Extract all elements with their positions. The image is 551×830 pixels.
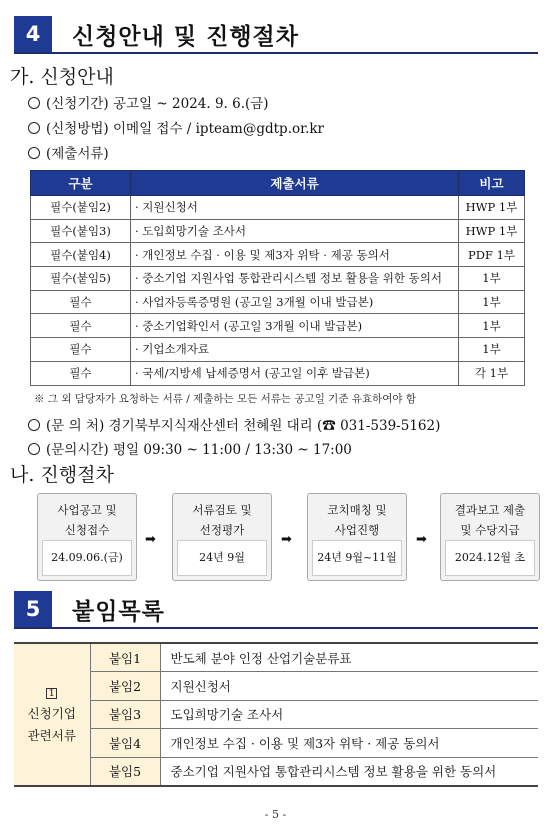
cell-document: · 기업소개자료 [131, 338, 459, 362]
submit-docs-text: (제출서류) [46, 146, 109, 162]
step-date: 24년 9월~11월 [312, 540, 402, 576]
table-row [31, 267, 525, 291]
subheading-procedure: 나. 진행절차 [10, 464, 114, 486]
apply-period-text: (신청기간) 공고일 ~ 2024. 9. 6.(금) [46, 96, 269, 112]
footnote-note: ※ 그 외 담당자가 요청하는 서류 / 제출하는 모든 서류는 공고일 기준 유효하여야 함 [34, 393, 417, 405]
attachment-label: 붙임3 [90, 700, 160, 729]
right-arrow-icon: ➡ [416, 532, 427, 547]
submission-docs-table [30, 170, 525, 386]
table-row [31, 290, 525, 314]
circle-bullet-icon [28, 147, 40, 159]
cell-category: 필수(붙임2) [31, 196, 131, 220]
circle-bullet-icon [28, 97, 40, 109]
contact-text: (문 의 처) 경기북부지식재산센터 천혜원 대리 (☎ 031-539-5162) [46, 418, 441, 434]
attachment-label: 붙임4 [90, 729, 160, 758]
contact-hours-line [28, 438, 352, 458]
page-number: - 5 - [264, 808, 287, 821]
step-title-line1: 코치매칭 및 [327, 503, 387, 517]
cell-document: · 개인정보 수집 · 이용 및 제3자 위탁 · 제공 동의서 [131, 243, 459, 267]
cell-category: 필수 [31, 314, 131, 338]
cell-category: 필수(붙임4) [31, 243, 131, 267]
step-title [308, 500, 406, 540]
step-title-line2: 선정평가 [199, 523, 245, 537]
attachment-group-cell [14, 643, 90, 786]
cell-remarks: HWP 1부 [459, 196, 525, 220]
table-row [31, 338, 525, 362]
step-title-line1: 사업공고 및 [57, 503, 117, 517]
process-step-1 [37, 493, 137, 581]
apply-method-line [28, 117, 324, 137]
step-date: 2024.12월 초 [445, 540, 535, 576]
column-header-category: 구분 [31, 171, 131, 196]
cell-document: · 사업자등록증명원 (공고일 3개월 이내 발급본) [131, 290, 459, 314]
table-row [14, 672, 538, 701]
attachment-label: 붙임2 [90, 672, 160, 701]
step-title-line2: 및 수당지급 [460, 523, 520, 537]
attachment-list-table [14, 642, 538, 787]
table-row [31, 196, 525, 220]
table-row [31, 314, 525, 338]
right-arrow-icon: ➡ [281, 532, 292, 547]
contact-line [28, 414, 440, 434]
group-label-line1: 신청기업 [27, 706, 76, 722]
submit-docs-line [28, 142, 109, 162]
cell-remarks: 1부 [459, 314, 525, 338]
cell-remarks: 각 1부 [459, 361, 525, 385]
subheading-apply-info: 가. 신청안내 [10, 66, 114, 88]
cell-remarks: HWP 1부 [459, 219, 525, 243]
section-title: 신청안내 및 진행절차 [72, 24, 299, 50]
section-number: 5 [14, 591, 52, 627]
step-title-line1: 결과보고 제출 [454, 503, 526, 517]
process-step-4 [440, 493, 540, 581]
column-header-remarks: 비고 [459, 171, 525, 196]
attachment-title: 지원신청서 [160, 672, 538, 701]
apply-method-text: (신청방법) 이메일 접수 / ipteam@gdtp.or.kr [46, 121, 325, 137]
step-date: 24.09.06.(금) [42, 540, 132, 576]
attachment-title: 반도체 분야 인정 산업기술분류표 [160, 643, 538, 672]
contact-hours-text: (문의시간) 평일 09:30 ~ 11:00 / 13:30 ~ 17:00 [46, 442, 352, 458]
table-row [14, 643, 538, 672]
table-row [31, 243, 525, 267]
cell-document: · 중소기업확인서 (공고일 3개월 이내 발급본) [131, 314, 459, 338]
table-row [31, 219, 525, 243]
cell-remarks: 1부 [459, 267, 525, 291]
apply-period-line [28, 92, 269, 112]
step-title [441, 500, 539, 540]
column-header-documents: 제출서류 [131, 171, 459, 196]
right-arrow-icon: ➡ [145, 532, 156, 547]
step-title-line1: 서류검토 및 [192, 503, 252, 517]
cell-document: · 도입희망기술 조사서 [131, 219, 459, 243]
attachment-label: 붙임5 [90, 757, 160, 786]
step-date: 24년 9월 [177, 540, 267, 576]
section-number: 4 [14, 16, 52, 52]
cell-remarks: 1부 [459, 290, 525, 314]
section-4-header [14, 16, 538, 54]
step-title-line2: 신청접수 [64, 523, 110, 537]
group-label-line2: 관련서류 [27, 728, 76, 744]
cell-document: · 국세/지방세 납세증명서 (공고일 이후 발급본) [131, 361, 459, 385]
table-row [14, 757, 538, 786]
step-title [38, 500, 136, 540]
circle-bullet-icon [28, 419, 40, 431]
cell-category: 필수 [31, 338, 131, 362]
process-step-2 [172, 493, 272, 581]
attachment-title: 도입희망기술 조사서 [160, 700, 538, 729]
cell-category: 필수 [31, 290, 131, 314]
cell-document: · 지원신청서 [131, 196, 459, 220]
table-row [31, 361, 525, 385]
cell-category: 필수(붙임3) [31, 219, 131, 243]
circle-bullet-icon [28, 122, 40, 134]
attachment-title: 중소기업 지원사업 통합관리시스템 정보 활용을 위한 동의서 [160, 757, 538, 786]
attachment-title: 개인정보 수집 · 이용 및 제3자 위탁 · 제공 동의서 [160, 729, 538, 758]
section-5-header [14, 591, 538, 629]
table-row [14, 700, 538, 729]
step-title [173, 500, 271, 540]
table-row [14, 729, 538, 758]
circle-bullet-icon [28, 443, 40, 455]
cell-remarks: 1부 [459, 338, 525, 362]
step-title-line2: 사업진행 [334, 523, 380, 537]
cell-category: 필수(붙임5) [31, 267, 131, 291]
cell-remarks: PDF 1부 [459, 243, 525, 267]
table-header-row [31, 171, 525, 196]
cell-category: 필수 [31, 361, 131, 385]
section-title: 붙임목록 [72, 599, 165, 625]
cell-document: · 중소기업 지원사업 통합관리시스템 정보 활용을 위한 동의서 [131, 267, 459, 291]
attachment-label: 붙임1 [90, 643, 160, 672]
process-step-3 [307, 493, 407, 581]
group-number-box: 1 [46, 688, 57, 699]
